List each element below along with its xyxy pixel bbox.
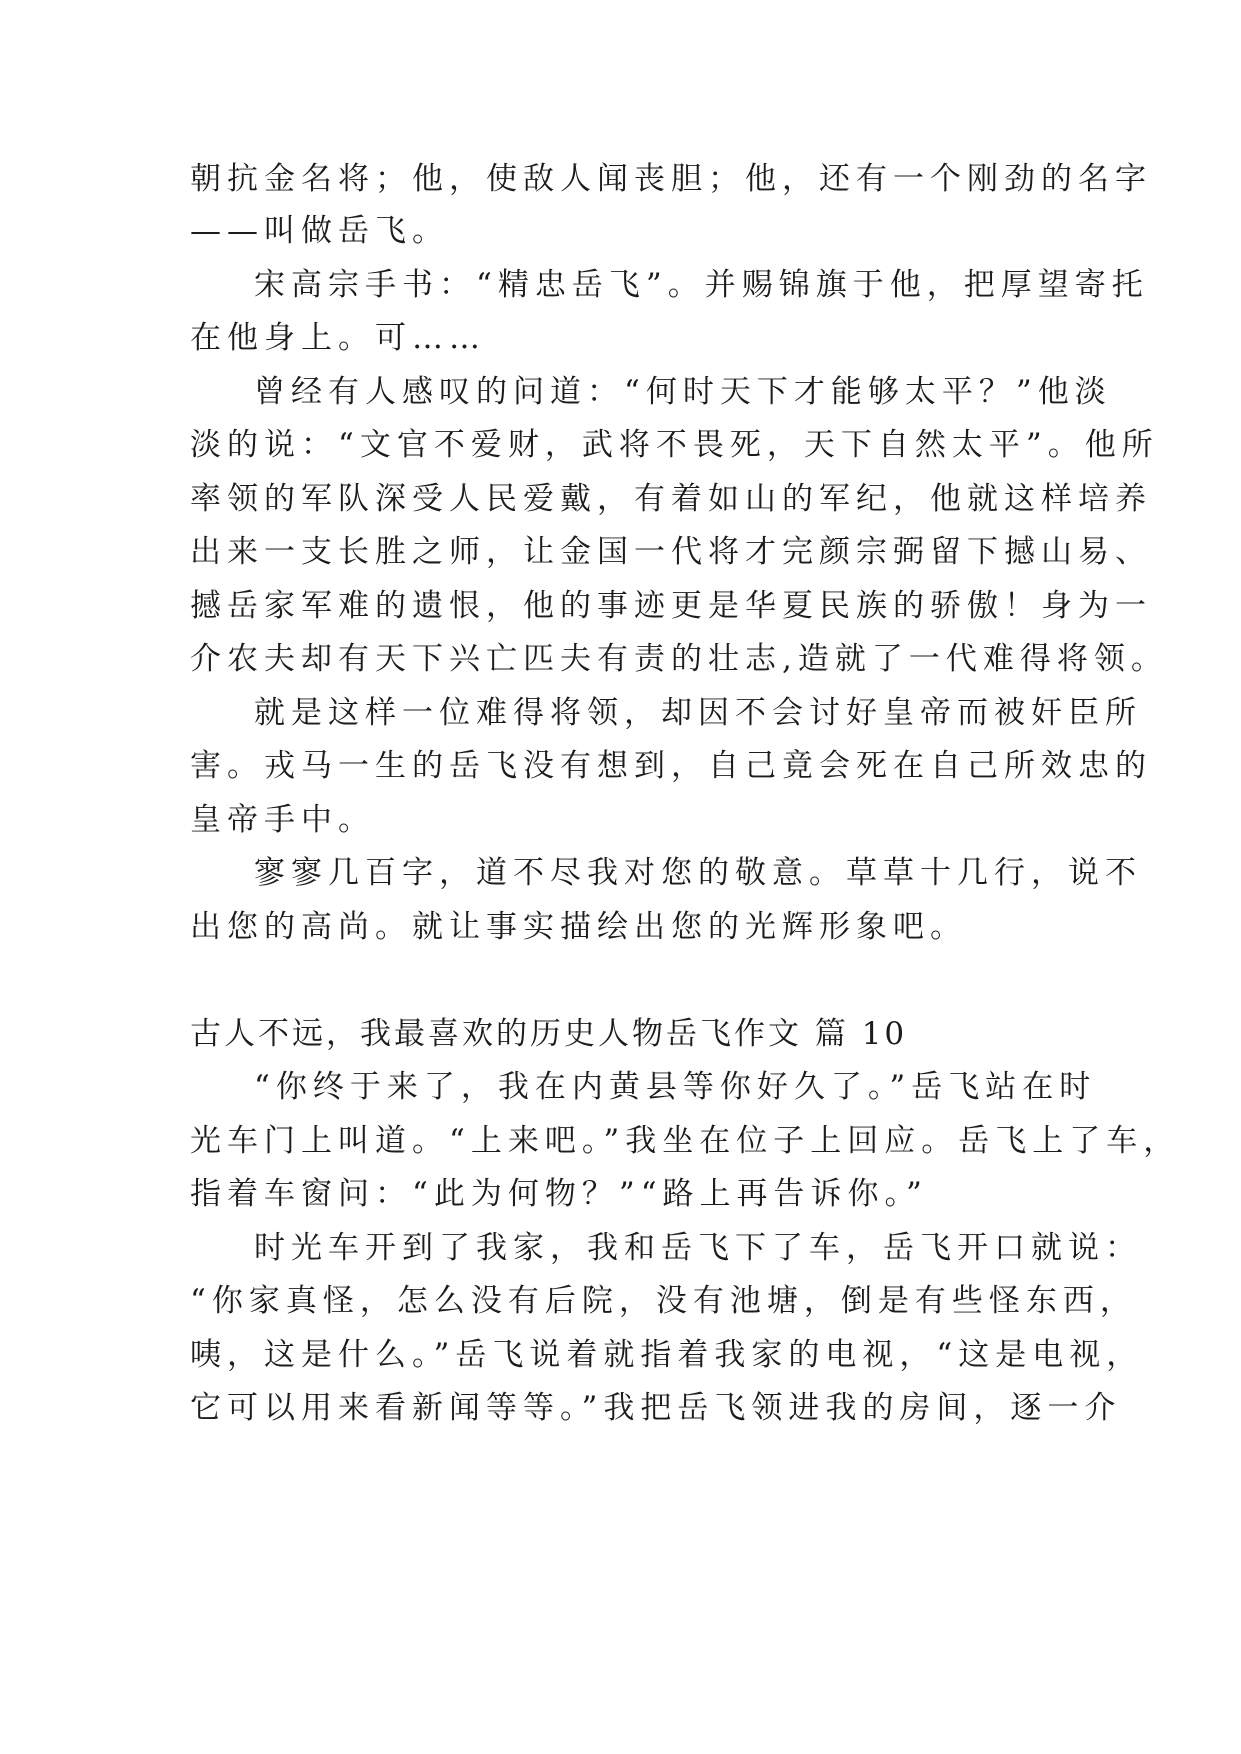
paragraph-line: 就是这样一位难得将领，却因不会讨好皇帝而被奸臣所	[254, 695, 1142, 731]
paragraph-line: 寥寥几百字，道不尽我对您的敬意。草草十几行，说不	[254, 855, 1142, 891]
section-heading: 古人不远，我最喜欢的历史人物岳飞作文 篇 10	[190, 1016, 908, 1052]
paragraph-line: 在他身上。可……	[190, 320, 486, 356]
paragraph-line: 光车门上叫道。“上来吧。”我坐在位子上回应。岳飞上了车，	[190, 1123, 1181, 1159]
paragraph-line: 皇帝手中。	[190, 802, 375, 838]
paragraph-line: 咦，这是什么。”岳飞说着就指着我家的电视，“这是电视，	[190, 1337, 1144, 1373]
paragraph-line: 撼岳家军难的遗恨，他的事迹更是华夏民族的骄傲！身为一	[190, 588, 1152, 624]
paragraph-line: 曾经有人感叹的问道：“何时天下才能够太平？”他淡	[254, 374, 1112, 410]
paragraph-line: 朝抗金名将；他，使敌人闻丧胆；他，还有一个刚劲的名字	[190, 161, 1152, 197]
paragraph-line: 它可以用来看新闻等等。”我把岳飞领进我的房间，逐一介	[190, 1390, 1122, 1426]
paragraph-line: 指着车窗问：“此为何物？”“路上再告诉你。”	[190, 1176, 928, 1212]
paragraph-line: 出来一支长胜之师，让金国一代将才完颜宗弼留下撼山易、	[190, 534, 1152, 570]
paragraph-line: 介农夫却有天下兴亡匹夫有责的壮志,造就了一代难得将领。	[190, 641, 1168, 677]
paragraph-line: 时光车开到了我家，我和岳飞下了车，岳飞开口就说：	[254, 1230, 1142, 1266]
paragraph-line: 率领的军队深受人民爱戴，有着如山的军纪，他就这样培养	[190, 481, 1152, 517]
paragraph-line: 害。戎马一生的岳飞没有想到，自己竟会死在自己所效忠的	[190, 748, 1152, 784]
paragraph-line: “你终于来了，我在内黄县等你好久了。”岳飞站在时	[254, 1069, 1097, 1105]
paragraph-line: “你家真怪，怎么没有后院，没有池塘，倒是有些怪东西，	[190, 1283, 1137, 1319]
paragraph-line: ——叫做岳飞。	[190, 213, 449, 249]
paragraph-line: 宋高宗手书：“精忠岳飞”。并赐锦旗于他，把厚望寄托	[254, 267, 1149, 303]
paragraph-line: 出您的高尚。就让事实描绘出您的光辉形象吧。	[190, 909, 967, 945]
paragraph-line: 淡的说：“文官不爱财，武将不畏死，天下自然太平”。他所	[190, 427, 1159, 463]
